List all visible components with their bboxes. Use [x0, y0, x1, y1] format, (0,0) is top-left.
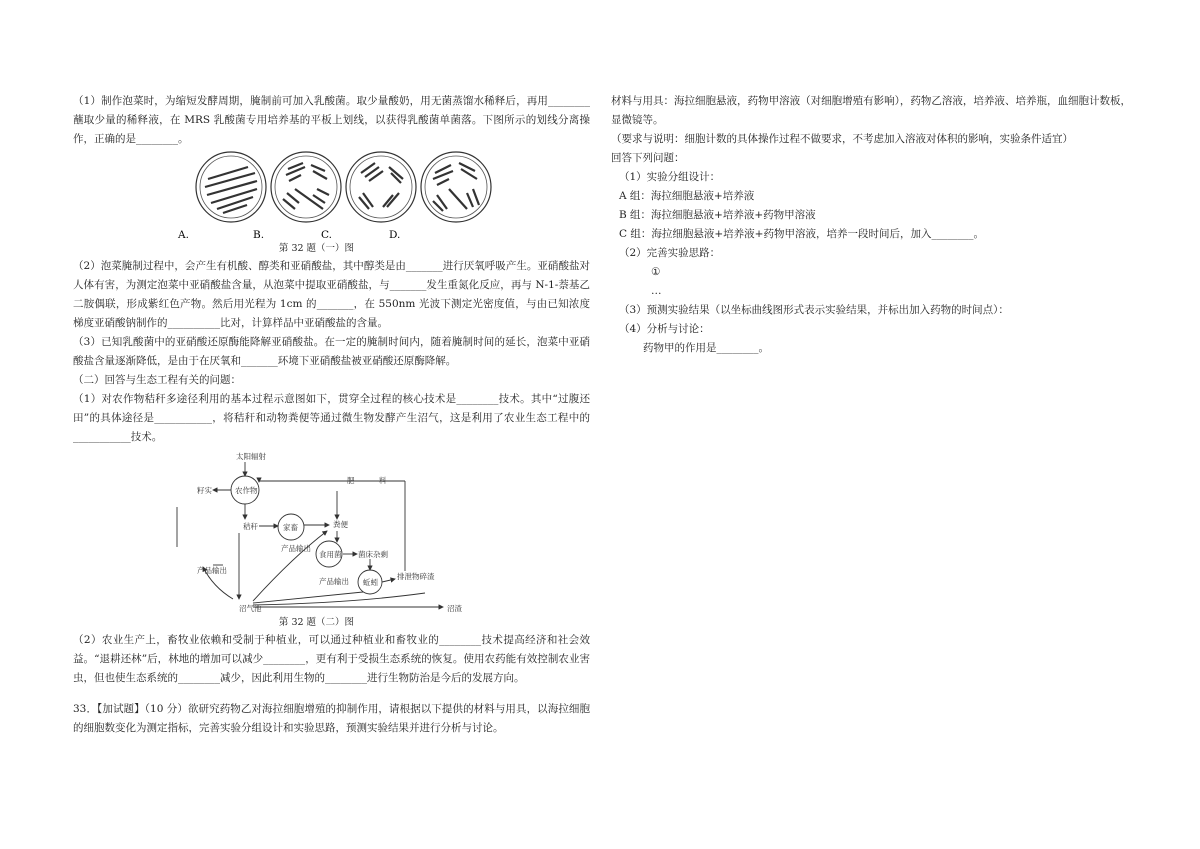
- drug-a-question: 药物甲的作用是________。: [643, 342, 769, 354]
- q32-eco-part1-text: （1）对农作物秸秆多途径利用的基本过程示意图如下，贯穿全过程的核心技术是________技术。其中“过腹还田”的具体途径是___________，将秸秆和动物粪便等通过微生物发酵产生沼气，这是利用了农业生态工程中的___________技术。: [73, 393, 590, 443]
- ellipsis: …: [651, 285, 662, 297]
- materials-text: 材料与用具：海拉细胞悬液，药物甲溶液（对细胞增殖有影响），药物乙溶液，培养液、培养瓶，血细胞计数板，显微镜等。: [611, 95, 1131, 126]
- group-c: C 组：海拉细胞悬液+培养液+药物甲溶液，培养一段时间后，加入________。: [619, 228, 984, 240]
- label-straw: 秸秆: [243, 522, 258, 531]
- q32-eco-part2-text: （2）农业生产上，畜牧业依赖和受制于种植业，可以通过种植业和畜牧业的________技术提高经济和社会效益。“退耕还林”后，林地的增加可以减少________，更有利于受损生态系统的恢复。使用农药能有效控制农业害虫，但也使生态系统的________减少，因此利用生物的________进行生物防治是今后的发展方向。: [73, 634, 590, 684]
- group-b: B 组：海拉细胞悬液+培养液+药物甲溶液: [619, 209, 816, 221]
- plate-label-d: D.: [389, 229, 401, 241]
- label-product-out1: 产品输出: [281, 544, 311, 553]
- label-seed: 籽实: [197, 486, 212, 495]
- step-1-marker: ①: [651, 266, 661, 278]
- label-worm-waste: 排泄物碎渣: [397, 572, 435, 581]
- figure2-caption: 第 32 题（二）图: [278, 617, 355, 628]
- label-biogas: 沼气池: [239, 604, 262, 613]
- label-product-out3: 产品输出: [197, 566, 227, 575]
- straw-utilization-diagram: [73, 447, 590, 615]
- part1-heading: （1）实验分组设计：: [619, 171, 721, 183]
- label-residue: 菌床杂剩: [358, 550, 388, 559]
- label-livestock: 家畜: [283, 523, 298, 532]
- q33-intro-text: 33．【加试题】（10 分）欲研究药物乙对海拉细胞增殖的抑制作用，请根据以下提供的材料与用具，以海拉细胞的细胞数变化为测定指标，完善实验分组设计和实验思路，预测实验结果并进行分析与讨论。: [73, 703, 590, 734]
- label-material: 料: [379, 476, 387, 485]
- label-manure: 粪便: [333, 520, 348, 529]
- plate-label-c: C.: [321, 229, 332, 241]
- streak-plate-figure: [73, 149, 590, 241]
- plate-c: [346, 152, 416, 222]
- plate-d: [421, 152, 491, 222]
- plate-label-a: A.: [178, 229, 189, 241]
- section2-heading: （二）回答与生态工程有关的问题：: [73, 374, 241, 386]
- figure1-caption: 第 32 题（一）图: [278, 243, 355, 254]
- part2-heading: （2）完善实验思路：: [619, 247, 721, 259]
- q32-part1-text: （1）制作泡菜时，为缩短发酵周期，腌制前可加入乳酸菌。取少量酸奶，用无菌蒸馏水稀释后，再用________蘸取少量的稀释液，在 MRS 乳酸菌专用培养基的平板上划线，以获得乳酸菌单菌落。下图所示的划线分离操作，正确的是________。: [73, 95, 590, 145]
- label-sun: 太阳辐射: [236, 452, 266, 461]
- label-product-out2: 产品输出: [319, 577, 349, 586]
- plate-label-b: B.: [253, 229, 265, 241]
- label-slurry: 沼渣: [447, 604, 462, 613]
- requirements-text: （要求与说明：细胞计数的具体操作过程不做要求，不考虑加入溶液对体积的影响，实验条件适宜）: [611, 133, 1073, 145]
- label-earthworm: 蚯蚓: [363, 578, 378, 587]
- label-fungi: 食用菌: [319, 550, 342, 559]
- label-crop: 农作物: [235, 486, 258, 495]
- plate-b: [271, 152, 341, 222]
- plate-a: [196, 152, 266, 222]
- answer-prompt: 回答下列问题：: [611, 152, 685, 164]
- group-a: A 组：海拉细胞悬液+培养液: [619, 190, 755, 202]
- left-column: [73, 92, 590, 738]
- part4-heading: （4）分析与讨论：: [619, 323, 710, 335]
- q32-part3-text: （3）已知乳酸菌中的亚硝酸还原酶能降解亚硝酸盐。在一定的腌制时间内，随着腌制时间的延长，泡菜中亚硝酸盐含量逐渐降低，是由于在厌氧和_______环境下亚硝酸盐被亚硝酸还原酶降解。: [73, 336, 590, 367]
- right-column: [611, 92, 1131, 358]
- q32-part2-text: （2）泡菜腌制过程中，会产生有机酸、醇类和亚硝酸盐，其中醇类是由_______进行厌氧呼吸产生。亚硝酸盐对人体有害，为测定泡菜中亚硝酸盐含量，从泡菜中提取亚硝酸盐，与_______发生重氮化反应，再与 N-1-萘基乙二胺偶联，形成紫红色产物。然后用光程为 1cm 的_______，在 550nm 光波下测定光密度值，与由已知浓度梯度亚硝酸钠制作的__________比对，计算样品中亚硝酸盐的含量。: [73, 260, 590, 329]
- part3-heading: （3）预测实验结果（以坐标曲线图形式表示实验结果，并标出加入药物的时间点）：: [619, 304, 1009, 316]
- label-fertilizer: 肥: [347, 476, 355, 485]
